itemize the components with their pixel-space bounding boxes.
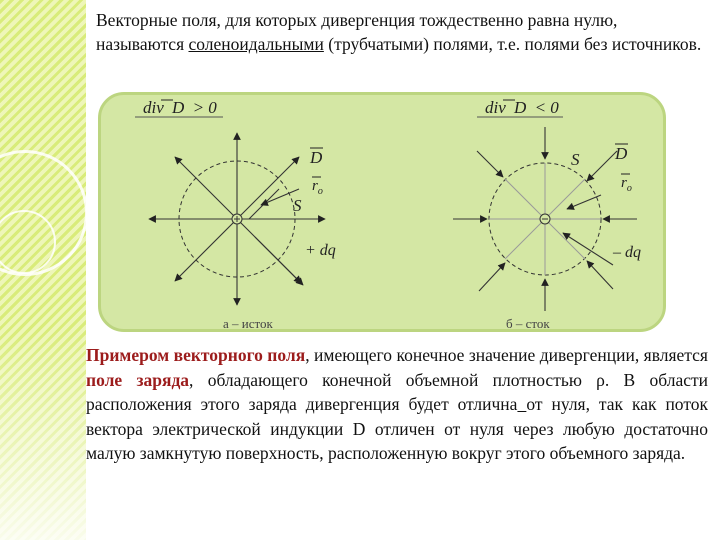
- left-field-line: [237, 157, 299, 219]
- sink-diagram: [453, 98, 641, 331]
- left-div-D: D: [172, 98, 185, 117]
- left-div-relation: > 0: [192, 98, 217, 117]
- right-field-line: [587, 151, 617, 181]
- right-div-D: D: [514, 98, 527, 117]
- right-label-charge: – dq: [613, 244, 641, 261]
- left-label-S: S: [293, 196, 302, 215]
- right-div-label: div: [485, 98, 506, 117]
- source-diagram: [135, 98, 336, 331]
- left-field-line: [175, 219, 237, 281]
- left-label-D: D: [310, 148, 323, 167]
- right-field-line: [587, 261, 613, 289]
- right-field-vector: [563, 233, 613, 265]
- left-label-charge: + dq: [305, 242, 336, 259]
- left-label-r: r: [312, 178, 318, 194]
- svg-text:ro: [312, 178, 323, 197]
- left-label-r-sub: o: [317, 186, 323, 197]
- right-label-r: r: [621, 175, 627, 191]
- left-caption: а – исток: [223, 316, 273, 331]
- intro-part2: (трубчатыми) полями, т.е. полями без источников.: [323, 34, 702, 54]
- intro-part1: Векторные поля, для которых дивергенция тождественно равна нулю, называются: [96, 10, 618, 54]
- right-label-D: D: [615, 144, 628, 163]
- field-diagram: [101, 95, 669, 335]
- body-paragraph: [86, 343, 708, 466]
- svg-text:div D < 0: [485, 98, 559, 117]
- paragraph-text: , обладающего конечной объемной плотностью ρ. В области расположения этого заряда дивергенция будет отлична: [86, 369, 708, 415]
- intro-text: [96, 8, 706, 56]
- left-field-line: [175, 157, 237, 219]
- svg-text:div D > 0: [143, 98, 217, 117]
- right-label-S: S: [571, 150, 580, 169]
- right-r0-vector: [567, 195, 601, 209]
- paragraph-text: от нуля, так как поток вектора электрической индукции D отличен от нуля через любую достаточно малую замкнутую поверхность, расположенную вокруг этого объемного заряда.: [86, 394, 708, 464]
- paragraph-text: , имеющего конечное значение дивергенции, является: [305, 345, 708, 365]
- paragraph-term-vector-field: Примером векторного поля: [86, 345, 306, 365]
- paragraph-term-charge-field: поле заряда: [86, 369, 190, 390]
- left-div-label: div: [143, 98, 164, 117]
- left-field-vector: [255, 237, 301, 283]
- decorative-stripe-fade: [0, 330, 86, 540]
- right-field-line: [479, 263, 505, 291]
- right-field-line: [477, 151, 503, 177]
- svg-text:ro: [621, 175, 632, 194]
- field-diagram-panel: [98, 92, 666, 332]
- right-label-r-sub: o: [626, 183, 632, 194]
- intro-term: соленоидальными: [188, 34, 324, 54]
- right-caption: б – сток: [506, 316, 550, 331]
- right-div-relation: < 0: [534, 98, 559, 117]
